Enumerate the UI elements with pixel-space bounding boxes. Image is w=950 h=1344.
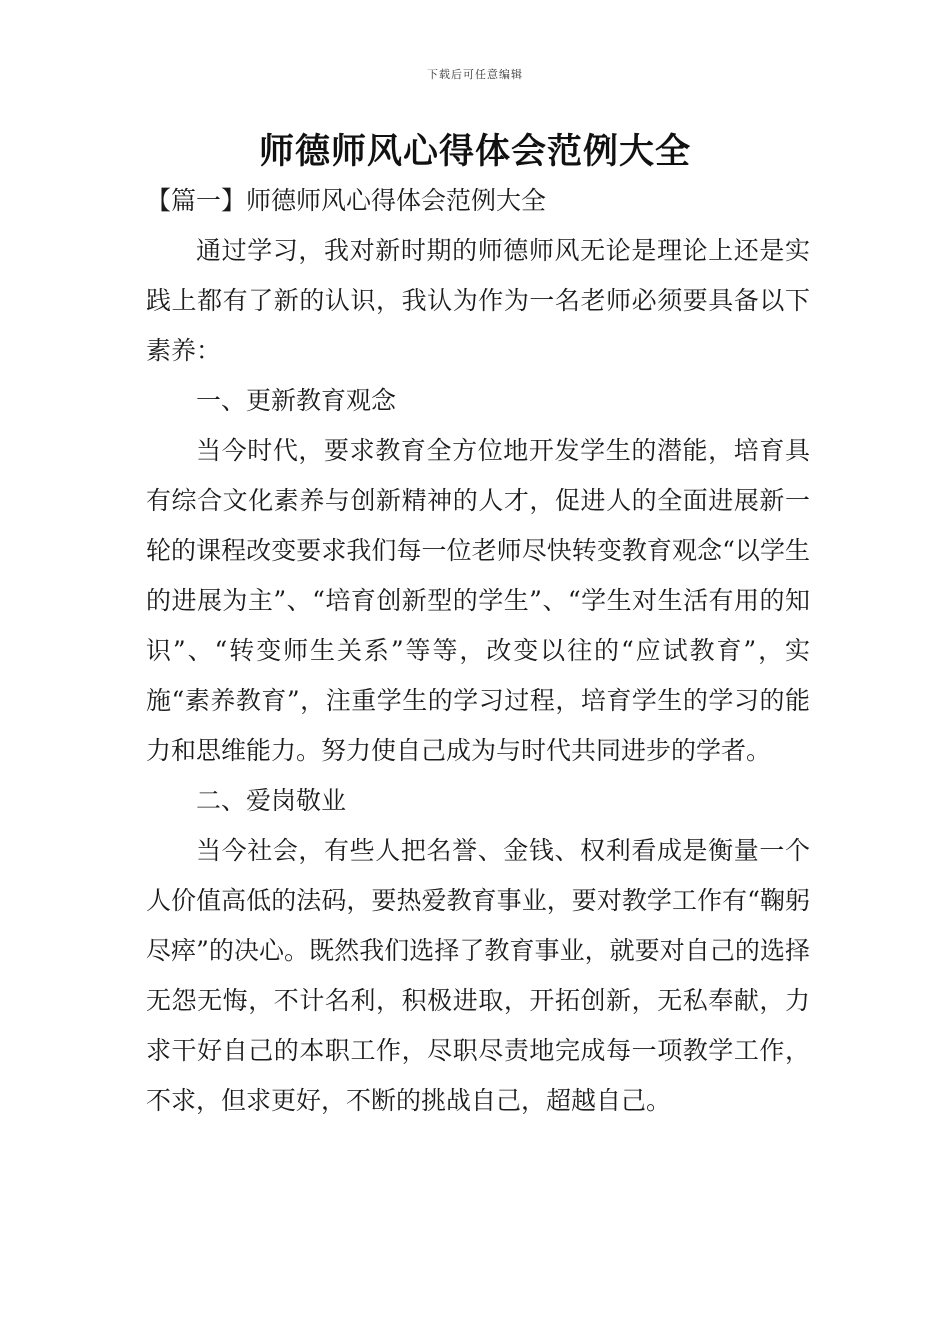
- section-heading-1: 一、更新教育观念: [196, 386, 397, 415]
- document-body: [146, 176, 810, 1126]
- body-paragraph-2: 当今社会，有些人把名誉、金钱、权利看成是衡量一个人价值高低的法码，要热爱教育事业，要对教学工作有“鞠躬尽瘁”的决心。既然我们选择了教育事业，就要对自己的选择无怨无悔，不计名利，积极进取，开拓创新，无私奉献，力求干好自己的本职工作，尽职尽责地完成每一项教学工作，不求，但求更好，不断的挑战自己，超越自己。: [146, 836, 810, 1115]
- header-note: 下载后可任意编辑: [427, 68, 523, 81]
- body-paragraph-1: 当今时代，要求教育全方位地开发学生的潜能，培育具有综合文化素养与创新精神的人才，促进人的全面进展新一轮的课程改变要求我们每一位老师尽快转变教育观念“以学生的进展为主”、“培育创新型的学生”、“学生对生活有用的知识”、“转变师生关系”等等，改变以往的“应试教育”，实施“素养教育”，注重学生的学习过程，培育学生的学习的能力和思维能力。努力使自己成为与时代共同进步的学者。: [146, 436, 810, 765]
- section-subtitle: 【篇一】师德师风心得体会范例大全: [146, 186, 547, 215]
- section-heading-2: 二、爱岗敬业: [196, 786, 347, 815]
- intro-paragraph: 通过学习，我对新时期的师德师风无论是理论上还是实践上都有了新的认识，我认为作为一名老师必须要具备以下素养：: [146, 236, 810, 365]
- document-title: 师德师风心得体会范例大全: [258, 132, 691, 172]
